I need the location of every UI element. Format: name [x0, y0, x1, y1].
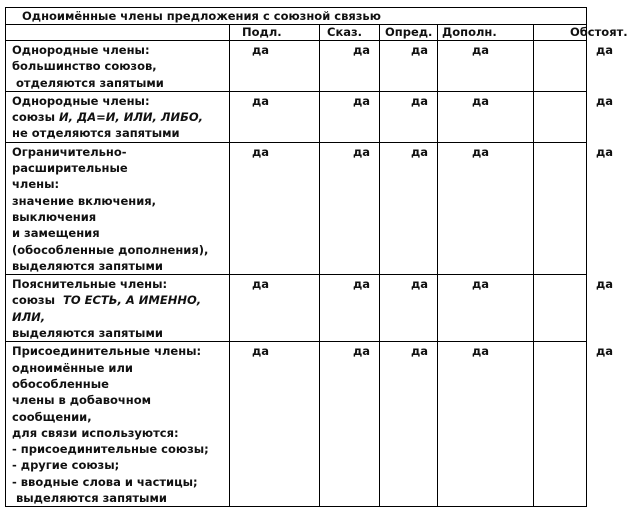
- value-cell: да: [380, 91, 438, 142]
- row-label-line: [12, 292, 229, 325]
- row-label-text: союзы: [12, 293, 63, 308]
- table-row: [6, 41, 587, 92]
- value-cell: да: [320, 91, 380, 142]
- column-header-object: Дополн.: [438, 25, 534, 41]
- row-label-line: Однородные члены:: [12, 93, 150, 108]
- row-label-restrictive-extending: [6, 142, 230, 274]
- value-cell: да: [438, 342, 534, 507]
- table-row: [6, 342, 587, 507]
- value-cell: да: [320, 342, 380, 507]
- row-label-line: (обособленные дополнения),: [12, 242, 209, 257]
- row-label-homogeneous-not-separated: [6, 91, 230, 142]
- value-cell: да: [230, 41, 320, 92]
- row-label-line: - вводные слова и частицы;: [12, 474, 198, 489]
- value-cell: да: [534, 342, 587, 507]
- value-cell: да: [438, 142, 534, 274]
- row-label-line: и замещения: [12, 226, 100, 241]
- row-label-line: члены:: [12, 177, 60, 192]
- row-label-line: большинство союзов,: [12, 59, 157, 74]
- row-label-line: выделяются запятыми: [12, 491, 167, 506]
- value-cell: да: [438, 275, 534, 342]
- value-cell: да: [320, 275, 380, 342]
- row-label-text: союзы: [12, 110, 59, 125]
- value-cell: да: [230, 142, 320, 274]
- value-cell: да: [230, 342, 320, 507]
- value-cell: да: [438, 41, 534, 92]
- row-label-line: значение включения, выключения: [12, 193, 157, 224]
- header-empty-cell: [6, 25, 230, 41]
- row-label-line: одноимённые или обособленные: [12, 360, 133, 391]
- value-cell: да: [230, 275, 320, 342]
- table-row: [6, 275, 587, 342]
- row-label-line: отделяются запятыми: [12, 75, 164, 90]
- row-label-conjunctions: И, ДА=И, ИЛИ, ЛИБО,: [58, 110, 204, 125]
- table-row: [6, 142, 587, 274]
- title-row: [6, 8, 587, 25]
- row-label-line: члены в добавочном сообщении,: [12, 393, 152, 424]
- row-label-line: выделяются запятыми: [12, 326, 163, 341]
- value-cell: да: [438, 91, 534, 142]
- row-label-conjunctions: ТО ЕСТЬ, А ИМЕННО, ИЛИ,: [12, 293, 202, 324]
- column-header-attribute: Опред.: [380, 25, 438, 41]
- value-cell: да: [534, 41, 587, 92]
- column-header-adverbial: Обстоят.: [534, 25, 587, 41]
- value-cell: да: [230, 91, 320, 142]
- row-label-line: Пояснительные члены:: [12, 277, 168, 292]
- row-label-line: - другие союзы;: [12, 458, 120, 473]
- header-row: [6, 25, 587, 41]
- value-cell: да: [534, 142, 587, 274]
- row-label-line: Ограничительно-расширительные: [12, 144, 128, 176]
- column-header-subject: Подл.: [230, 25, 320, 41]
- value-cell: да: [380, 275, 438, 342]
- value-cell: да: [534, 275, 587, 342]
- table-title: Одноимённые члены предложения с союзной связью: [6, 8, 587, 25]
- row-label-adjoining: [6, 342, 230, 507]
- table-row: [6, 91, 587, 142]
- row-label-line: не отделяются запятыми: [12, 126, 180, 141]
- row-label-line: Присоединительные члены:: [12, 344, 202, 359]
- value-cell: да: [320, 142, 380, 274]
- conjunction-table: [5, 7, 628, 507]
- row-label-line: для связи используются:: [12, 425, 179, 440]
- row-label-homogeneous-separated: [6, 41, 230, 92]
- column-header-predicate: Сказ.: [320, 25, 380, 41]
- value-cell: да: [380, 41, 438, 92]
- value-cell: да: [380, 142, 438, 274]
- row-label-explanatory: [6, 275, 230, 342]
- row-label-line: - присоединительные союзы;: [12, 442, 209, 457]
- row-label-line: [12, 109, 229, 125]
- value-cell: да: [320, 41, 380, 92]
- row-label-line: Однородные члены:: [12, 43, 150, 57]
- value-cell: да: [380, 342, 438, 507]
- row-label-line: выделяются запятыми: [12, 258, 163, 273]
- value-cell: да: [534, 91, 587, 142]
